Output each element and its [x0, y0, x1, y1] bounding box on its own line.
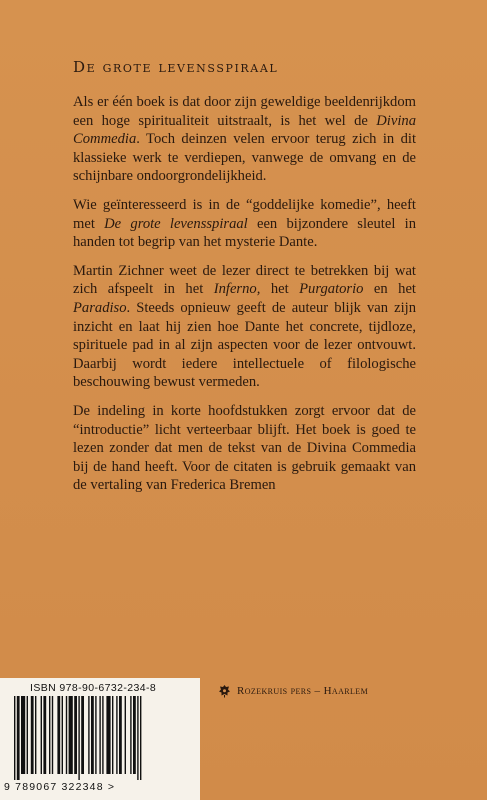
publisher-name: Rozekruis pers – Haarlem: [237, 685, 369, 697]
barcode-digits: 9 789067 322348 >: [4, 781, 116, 793]
book-title: De grote levensspiraal: [73, 58, 279, 76]
publisher: [218, 684, 368, 698]
rose-emblem-icon: [218, 684, 231, 698]
blurb: [73, 93, 416, 505]
isbn-label: ISBN 978-90-6732-234-8: [30, 682, 157, 694]
barcode-panel: [0, 678, 200, 800]
blurb-paragraph: De indeling in korte hoofdstukken zorgt ervoor dat de “introductie” licht verteerbaar blijft. Het boek is goed te lezen zonder dat men de tekst van de Divina Commedia bij de hand heeft. Voor de citaten is gebruik gemaakt van de vertaling van Frederica Bremen: [73, 402, 416, 494]
barcode-icon: [8, 696, 192, 780]
blurb-paragraph: Martin Zichner weet de lezer direct te betrekken bij wat zich afspeelt in het Inferno, het Purgatorio en het Paradiso. Steeds opnieuw geeft de auteur blijk van zijn inzicht en laat hij zien hoe Dante het concrete, tijdloze, spirituele pad in al zijn aspecten voor de lezer ontvouwt. Daarbij wordt iedere intellectuele of filologische beschouwing bewust vermeden.: [73, 262, 416, 391]
blurb-paragraph: Als er één boek is dat door zijn geweldige beeldenrijkdom een hoge spiritualiteit uitstraalt, is het wel de Divina Commedia. Toch deinzen velen ervoor terug zich in dit klassieke werk te verdiepen, vanwege de omvang en de schijnbare ondoorgrondelijkheid.: [73, 94, 416, 185]
blurb-paragraph: Wie geïnteresseerd is in de “goddelijke komedie”, heeft met De grote levensspiraal een bijzondere sleutel in handen tot begrip van het mysterie Dante.: [73, 196, 416, 251]
